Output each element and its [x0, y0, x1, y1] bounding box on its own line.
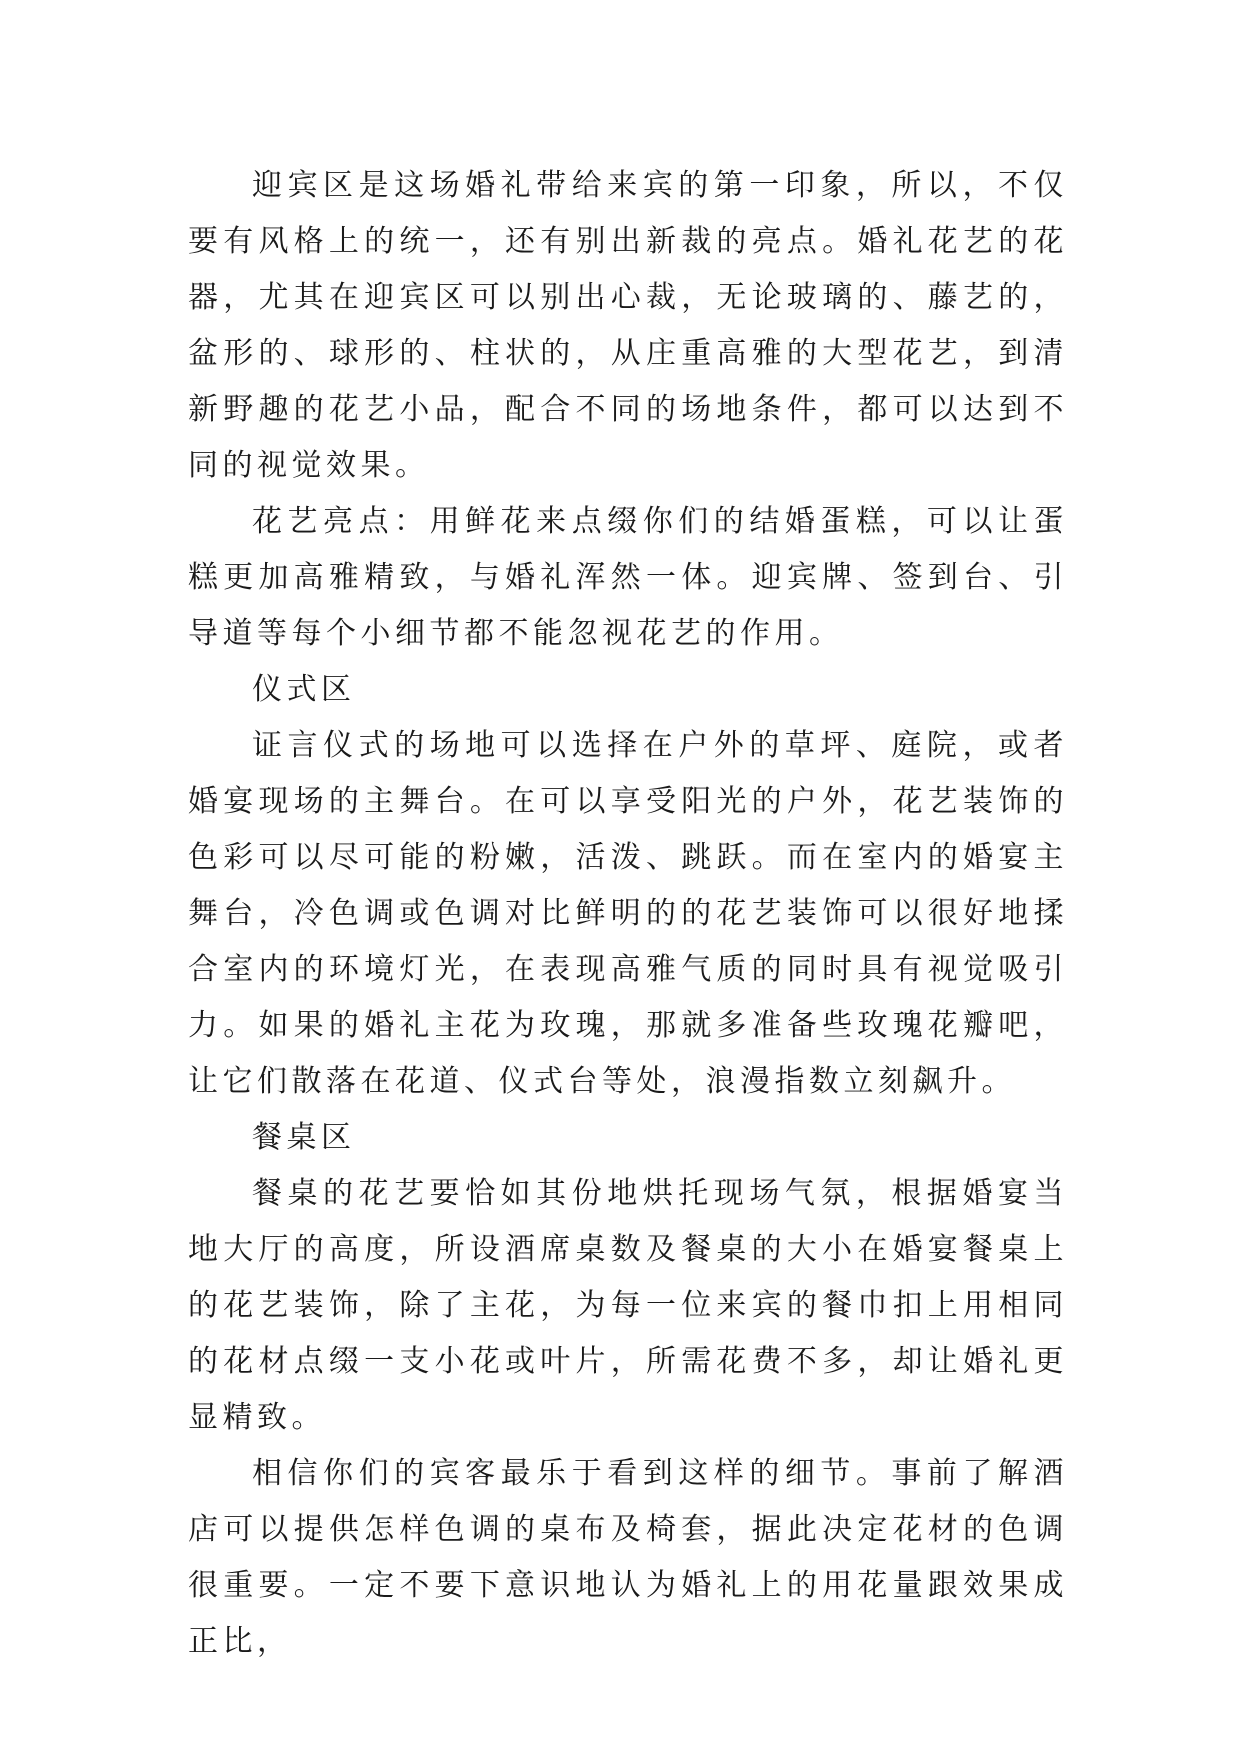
section-heading-dining-area: 餐桌区	[252, 1120, 356, 1155]
paragraph-ceremony-area: 证言仪式的场地可以选择在户外的草坪、庭院，或者婚宴现场的主舞台。在可以享受阳光的户外，花艺装饰的色彩可以尽可能的粉嫩，活泼、跳跃。而在室内的婚宴主舞台，冷色调或色调对比鲜明的的花艺装饰可以很好地揉合室内的环境灯光，在表现高雅气质的同时具有视觉吸引力。如果的婚礼主花为玫瑰，那就多准备些玫瑰花瓣吧，让它们散落在花道、仪式台等处，浪漫指数立刻飙升。	[188, 728, 1068, 1099]
paragraph-floral-highlights: 花艺亮点：用鲜花来点缀你们的结婚蛋糕，可以让蛋糕更加高雅精致，与婚礼浑然一体。迎宾牌、签到台、引导道等每个小细节都不能忽视花艺的作用。	[188, 504, 1068, 651]
paragraph-dining-area: 餐桌的花艺要恰如其份地烘托现场气氛，根据婚宴当地大厅的高度，所设酒席桌数及餐桌的大小在婚宴餐桌上的花艺装饰，除了主花，为每一位来宾的餐巾扣上用相同的花材点缀一支小花或叶片，所需花费不多，却让婚礼更显精致。	[188, 1176, 1068, 1435]
document-body	[188, 158, 1068, 1670]
section-heading-ceremony-area: 仪式区	[252, 672, 356, 707]
paragraph-guest-details: 相信你们的宾客最乐于看到这样的细节。事前了解酒店可以提供怎样色调的桌布及椅套，据此决定花材的色调很重要。一定不要下意识地认为婚礼上的用花量跟效果成正比，	[188, 1456, 1068, 1659]
paragraph-welcome-area: 迎宾区是这场婚礼带给来宾的第一印象，所以，不仅要有风格上的统一，还有别出新裁的亮点。婚礼花艺的花器，尤其在迎宾区可以别出心裁，无论玻璃的、藤艺的，盆形的、球形的、柱状的，从庄重高雅的大型花艺，到清新野趣的花艺小品，配合不同的场地条件，都可以达到不同的视觉效果。	[188, 168, 1068, 483]
